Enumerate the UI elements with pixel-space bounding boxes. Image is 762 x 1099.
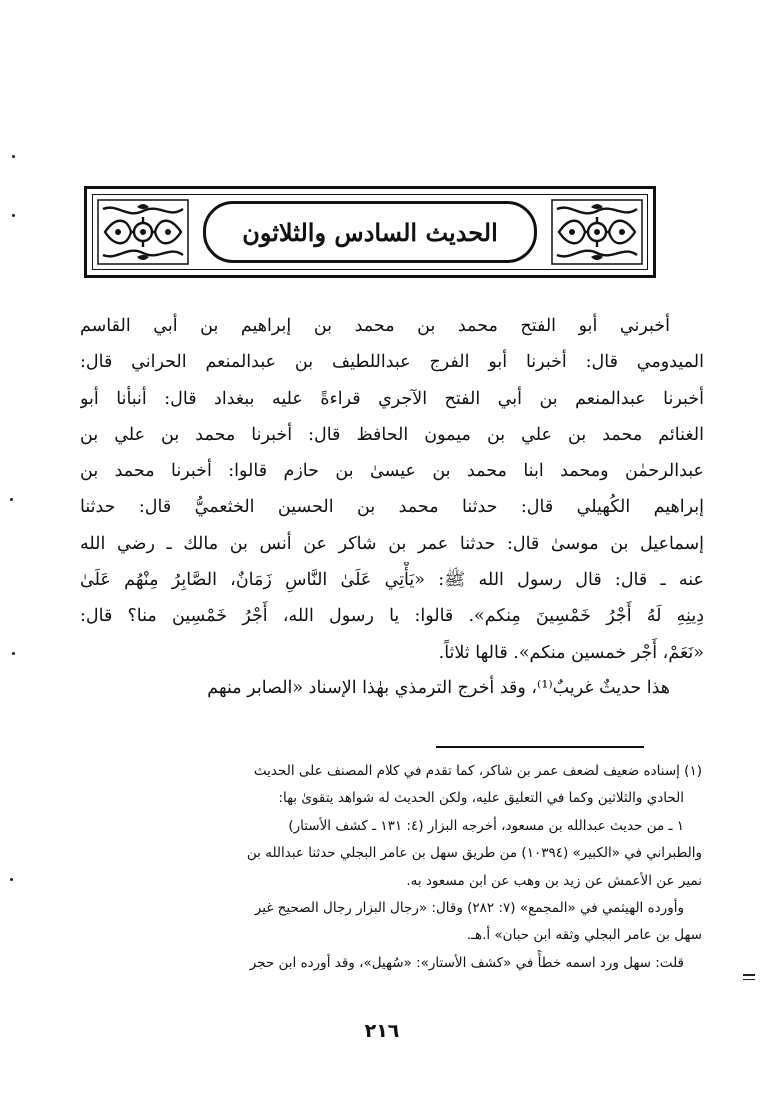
- body-line: إسماعيل بن موسىٰ قال: حدثنا عمر بن شاكر عن أنس بن مالك ـ رضي الله: [80, 533, 704, 554]
- footnote-line: والطبراني في «الكبير» (١٠٣٩٤) من طريق سهل بن عامر البجلي حدثنا عبدالله بن: [246, 845, 702, 862]
- chapter-title-cartouche: [203, 201, 537, 263]
- chapter-title: الحديث السادس والثلاثون: [242, 217, 498, 247]
- footnotes: [80, 758, 702, 977]
- hadith-body: [80, 308, 704, 671]
- footnote-divider: [436, 746, 644, 748]
- body-line: عنه ـ قال: قال رسول الله ﷺ: «يَأْتِي عَلَىٰ النَّاسِ زَمَانٌ، الصَّابِرُ مِنْهُم عَلَىٰ: [80, 570, 704, 591]
- footnote-line: ١ ـ من حديث عبدالله بن مسعود، أخرجه البزار (٤: ١٣١ ـ كشف الأستار): [288, 817, 684, 834]
- body-line: إبراهيم الكُهيلي قال: حدثنا محمد بن الحسين الخثعميُّ قال: حدثنا: [80, 497, 704, 518]
- footnote-line: الحادي والثلاثين وكما في التعليق عليه، ولكن الحديث له شواهد يتقوىٰ بها:: [278, 790, 684, 807]
- body-line: «نَعَمْ، أَجْر خمسين منكم». قالها ثلاثاً.: [438, 642, 704, 663]
- body-line: الغنائم محمد بن علي بن ميمون الحافظ قال: أخبرنا محمد بن علي بن: [80, 424, 704, 445]
- body-line: دِينِهِ لَهُ أَجْرُ خَمْسِينَ مِنكم». قالوا: يا رسول الله، أَجْرُ خَمْسِين منا؟ قال:: [80, 606, 704, 627]
- scan-mark: [743, 974, 755, 984]
- page-number: ٢١٦: [364, 1020, 400, 1042]
- arabesque-ornament-icon: [97, 199, 189, 265]
- footnote-line: (١) إسناده ضعيف لضعف عمر بن شاكر، كما تقدم في كلام المصنف على الحديث: [253, 763, 702, 779]
- scan-speck: [12, 214, 15, 217]
- closing-paragraph: هذا حديثٌ غريبٌ⁽¹⁾، وقد أخرج الترمذي بهٰذا الإسناد «الصابر منهم: [207, 678, 670, 698]
- footnote-line: وأورده الهيثمي في «المجمع» (٧: ٢٨٢) وقال: «رجال البزار رجال الصحيح غير: [254, 900, 684, 917]
- chapter-header-frame: [84, 186, 656, 278]
- scan-speck: [12, 652, 15, 655]
- footnote-line: نمير عن الأعمش عن زيد بن وهب عن ابن مسعود به.: [406, 872, 702, 889]
- body-line: الميدومي قال: أخبرنا أبو الفرج عبداللطيف بن عبدالمنعم الحراني قال:: [80, 352, 704, 373]
- body-line: أخبرني أبو الفتح محمد بن محمد بن إبراهيم بن أبي القاسم: [80, 316, 670, 336]
- footnote-line: قلت: سهل ورد اسمه خطأً في «كشف الأستار»: «سُهيل»، وقد أورده ابن حجر: [249, 954, 684, 971]
- scan-speck: [12, 155, 15, 158]
- scan-speck: [10, 498, 13, 501]
- body-line: أخبرنا عبدالمنعم بن أبي الفتح الآجري قراءةً عليه ببغداد قال: أنبأنا أبو: [80, 388, 704, 409]
- body-line: عبدالرحمٰن ومحمد ابنا محمد بن عيسىٰ بن حازم قالوا: أخبرنا محمد بن: [80, 461, 704, 482]
- arabesque-ornament-icon: [551, 199, 643, 265]
- footnote-line: سهل بن عامر البجلي وثقه ابن حبان» أ.هـ.: [466, 927, 702, 944]
- scan-speck: [10, 878, 13, 881]
